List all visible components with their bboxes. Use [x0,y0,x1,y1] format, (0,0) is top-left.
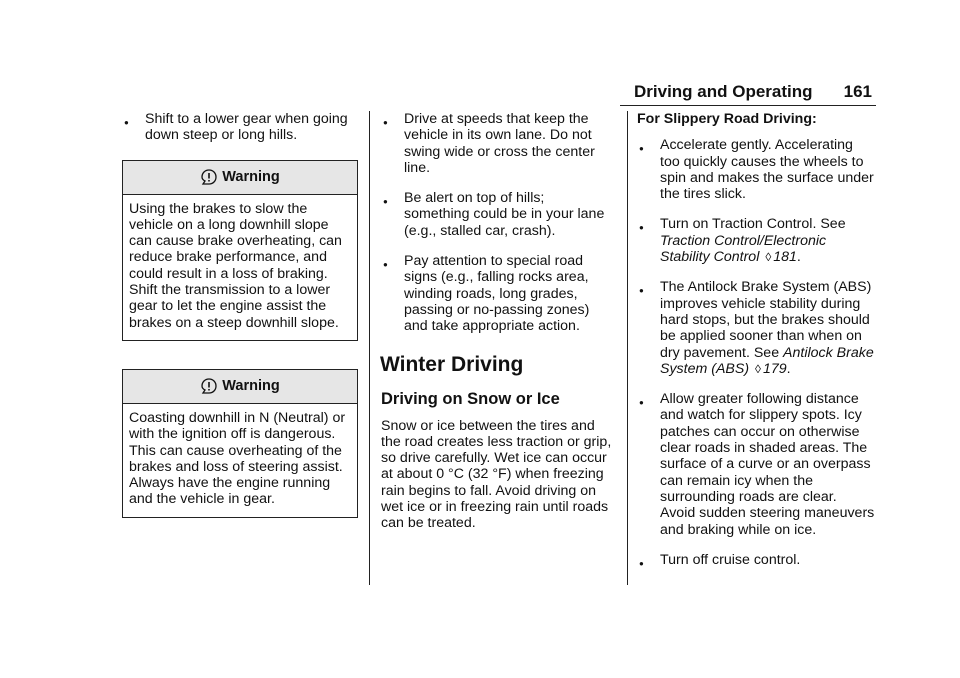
list-item [637,391,875,538]
warning-text: Coasting downhill in N (Neutral) or with the ignition off is dangerous. This can cause overheating of the brakes and loss of steering assist. Always have the engine running and the vehicle in gear. [129,409,346,508]
page-ref-icon: ◊ [755,361,761,376]
list-item [381,190,613,239]
list-item-text: Shift to a lower gear when going down steep or long hills. [145,111,348,144]
cross-reference-page[interactable]: 181 [773,249,797,266]
list-item-text: Accelerate gently. Accelerating too quickly causes the wheels to spin and makes the surface under the tires slick. [660,137,874,203]
subsection-heading: Driving on Snow or Ice [381,389,560,408]
list-item-text: Be alert on top of hills; something could be in your lane (e.g., stalled car, crash). [404,190,605,239]
warning-header [123,161,357,195]
list-item-text: Drive at speeds that keep the vehicle in its own lane. Do not swing wide or cross the center line. [404,111,595,176]
section-heading: Winter Driving [380,352,524,376]
bullet-glyph: ● [639,144,644,154]
bullet-glyph: ● [383,118,388,127]
page-header [620,80,876,106]
page-ref-icon: ◊ [765,250,772,265]
warning-box [122,160,358,341]
warning-title: Warning [222,378,280,395]
bullet-glyph: ● [383,197,388,207]
header-rule [620,105,876,106]
column-divider [369,111,370,585]
bullet-glyph: ● [383,260,388,270]
list-item-text: Pay attention to special road signs (e.g., falling rocks area, winding roads, long grades, passing or no-passing zones) and take appropriate action. [404,253,590,335]
cross-reference-page[interactable]: 179 [762,360,787,377]
cross-reference-link[interactable]: Traction Control/Electronic Stability Control [660,232,827,266]
bullet-glyph: ● [639,286,644,296]
list-item [381,111,613,176]
list-item [637,137,875,202]
bullet-glyph: ● [639,398,644,408]
warning-box [122,369,358,518]
list-item-text: Turn off cruise control. [660,551,801,568]
list-item-text-plain: The Antilock Brake System (ABS) improves vehicle stability during hard stops, but the brakes should be applied sooner than when on dry pavement. See [660,279,872,361]
bullet-glyph: ● [639,558,644,568]
column-divider [627,111,628,585]
body-paragraph: Snow or ice between the tires and the road creates less traction or grip, so drive carefully. Wet ice can occur at about 0 °C (32 °F) when freezing rain begins to fall. Avoid driving on wet ice or in freezing rain until roads can be treated. [381,417,612,532]
list-item [637,279,875,377]
warning-icon [200,377,218,395]
warning-header [123,370,357,404]
list-item [381,253,613,334]
list-heading: For Slippery Road Driving: [637,111,817,127]
column-2 [381,111,613,532]
warning-title: Warning [222,168,280,185]
warning-text: Using the brakes to slow the vehicle on a long downhill slope can cause brake overheating, can reduce brake performance, and could result in a loss of braking. Shift the transmission to a lower gear to let the engine assist the brakes on a steep downhill slope. [129,200,342,331]
page-number: 161 [843,82,872,101]
bullet-glyph: ● [124,118,129,127]
list-item [637,216,875,265]
list-item-text: Allow greater following distance and watch for slippery spots. Icy patches can occur on otherwise clear roads in shaded areas. The surface of a curve or an overpass can remain icy when the surrounding roads are clear. Avoid sudden steering maneuvers and braking while on ice. [660,391,875,538]
column-3 [637,111,875,582]
list-item [122,111,358,144]
cross-reference-link[interactable]: Antilock Brake System (ABS) [660,344,874,377]
bullet-glyph: ● [639,223,644,233]
section-title: Driving and Operating [634,82,813,101]
list-item-text-plain: Turn on Traction Control. See [660,216,846,233]
list-item [637,552,875,568]
list-item-text: Turn on Traction Control. See Traction Control/Electronic Stability Control ◊ 181. [660,216,846,266]
list-item-text: The Antilock Brake System (ABS) improves vehicle stability during hard stops, but the brakes should be applied sooner than when on dry pavement. See Antilock Brake System (ABS) ◊ 179. [660,279,874,377]
warning-icon [200,168,218,186]
column-1 [122,111,358,518]
